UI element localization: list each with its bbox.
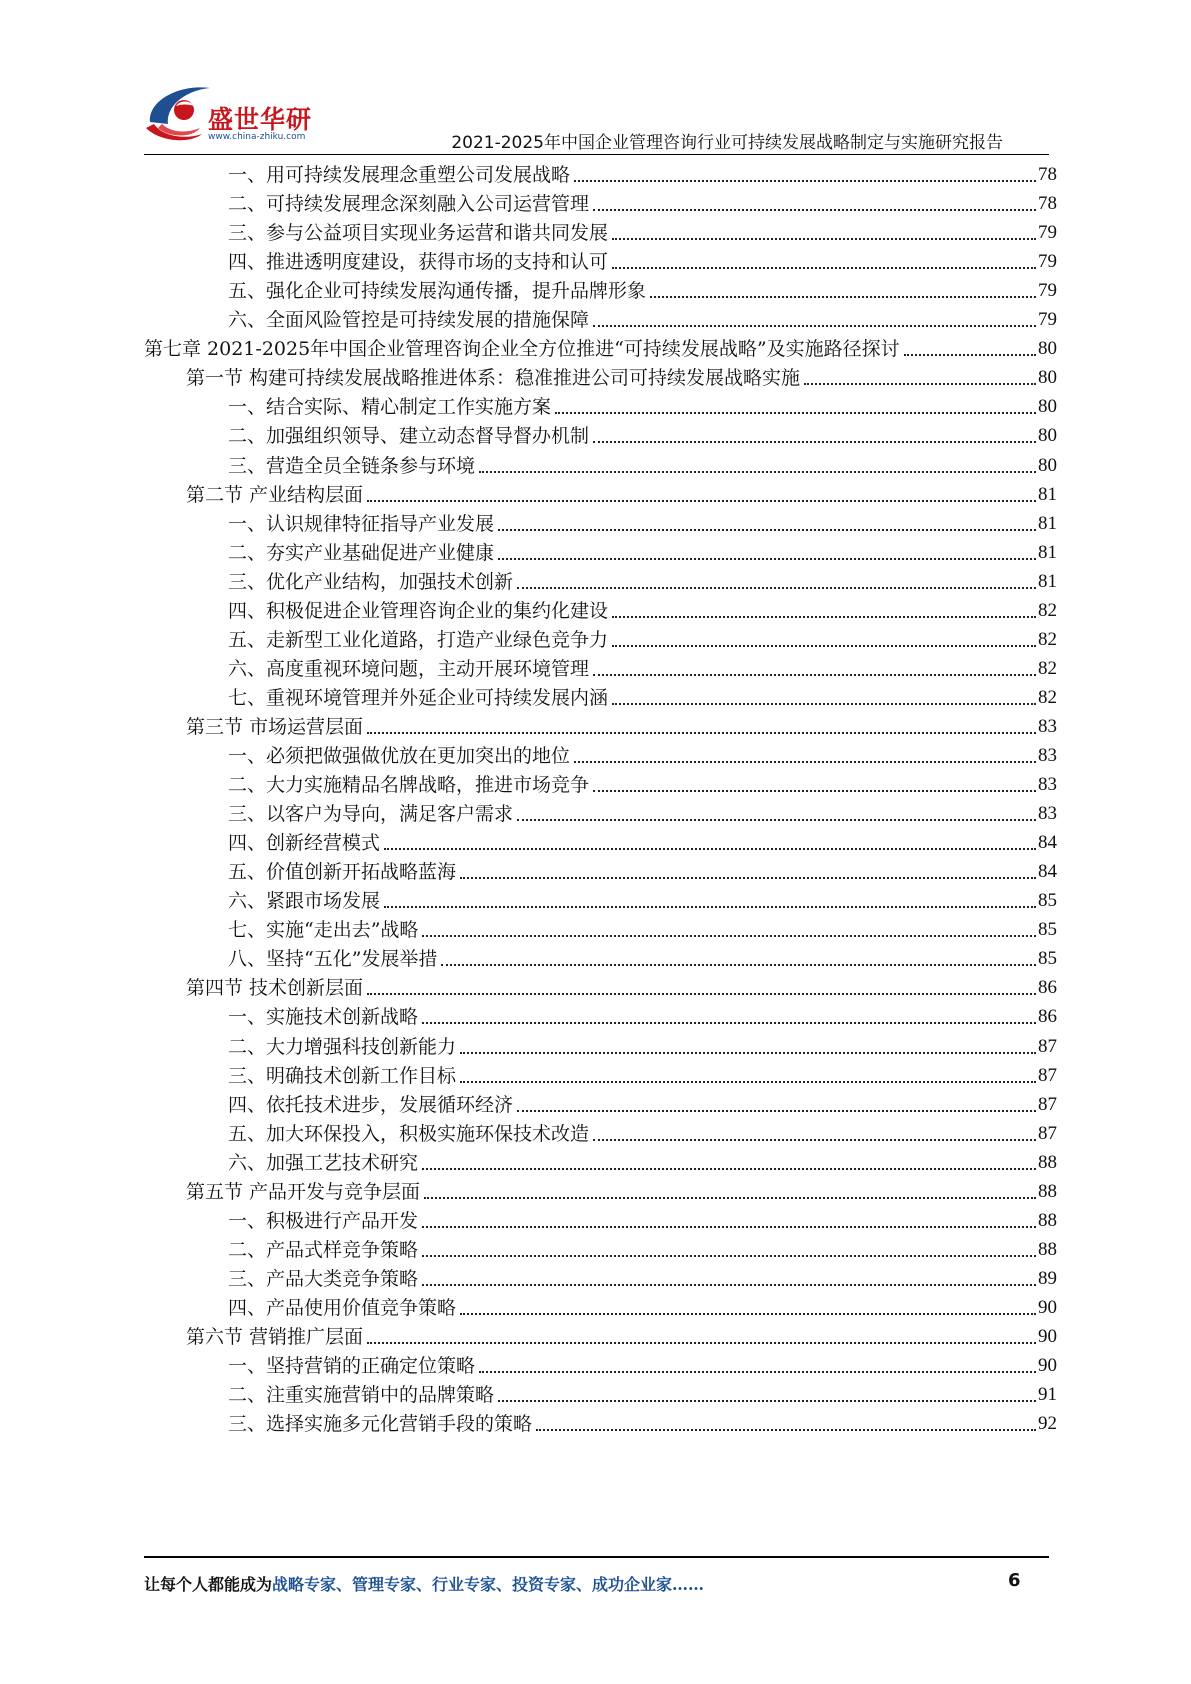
toc-dot-leader	[498, 1400, 1036, 1402]
toc-section-entry[interactable]	[186, 973, 1057, 1003]
toc-entry-page: 81	[1038, 483, 1057, 505]
toc-subsection-entry[interactable]	[228, 421, 1057, 451]
toc-entry-label: 三、产品大类竞争策略	[228, 1267, 419, 1290]
toc-entry-label: 六、加强工艺技术研究	[228, 1151, 419, 1174]
toc-entry-label: 五、强化企业可持续发展沟通传播，提升品牌形象	[228, 280, 647, 303]
toc-entry-page: 80	[1038, 367, 1057, 389]
toc-entry-label: 一、坚持营销的正确定位策略	[228, 1355, 476, 1378]
slogan-prefix: 让每个人都能成为	[144, 1575, 273, 1594]
toc-entry-label: 二、加强组织领导、建立动态督导督办机制	[228, 425, 590, 448]
toc-entry-page: 91	[1038, 1384, 1057, 1406]
toc-entry-label: 三、明确技术创新工作目标	[228, 1064, 457, 1087]
toc-dot-leader	[424, 1197, 1036, 1199]
toc-entry-page: 80	[1038, 454, 1057, 476]
toc-entry-label: 三、以客户为导向，满足客户需求	[228, 803, 514, 826]
toc-dot-leader	[612, 267, 1036, 269]
toc-dot-leader	[367, 500, 1036, 502]
toc-entry-label: 第二节 产业结构层面	[186, 483, 364, 506]
toc-entry-label: 一、结合实际、精心制定工作实施方案	[228, 396, 552, 419]
toc-subsection-entry[interactable]	[228, 944, 1057, 974]
toc-entry-label: 五、走新型工业化道路，打造产业绿色竞争力	[228, 628, 609, 651]
toc-entry-page: 84	[1038, 861, 1057, 883]
toc-entry-label: 三、优化产业结构，加强技术创新	[228, 570, 514, 593]
toc-entry-page: 90	[1038, 1326, 1057, 1347]
toc-subsection-entry[interactable]	[228, 247, 1057, 277]
footer-slogan	[144, 1572, 704, 1595]
toc-subsection-entry[interactable]	[228, 189, 1057, 219]
toc-subsection-entry[interactable]	[228, 886, 1057, 916]
toc-subsection-entry[interactable]	[228, 596, 1057, 626]
toc-entry-page: 82	[1038, 686, 1057, 708]
toc-dot-leader	[804, 383, 1036, 385]
toc-entry-label: 第七章 2021-2025年中国企业管理咨询企业全方位推进“可持续发展战略”及实施路径探讨	[144, 338, 900, 361]
toc-dot-leader	[367, 732, 1036, 734]
toc-subsection-entry[interactable]	[228, 857, 1057, 887]
toc-entry-page: 79	[1038, 222, 1057, 244]
toc-entry-label: 二、大力实施精品名牌战略，推进市场竞争	[228, 774, 590, 797]
toc-entry-page: 90	[1038, 1296, 1057, 1318]
toc-entry-page: 79	[1038, 280, 1057, 302]
toc-entry-page: 83	[1038, 715, 1057, 737]
toc-dot-leader	[612, 616, 1036, 618]
toc-entry-page: 85	[1038, 948, 1057, 970]
toc-subsection-entry[interactable]	[228, 538, 1057, 568]
toc-dot-leader	[422, 1168, 1036, 1170]
toc-entry-label: 第四节 技术创新层面	[186, 977, 364, 1000]
toc-entry-page: 81	[1038, 512, 1057, 534]
toc-entry-label: 二、注重实施营销中的品牌策略	[228, 1384, 495, 1407]
toc-subsection-entry[interactable]	[228, 1061, 1057, 1091]
toc-entry-label: 二、可持续发展理念深刻融入公司运营管理	[228, 193, 590, 216]
toc-entry-page: 78	[1038, 164, 1057, 185]
toc-dot-leader	[460, 1081, 1036, 1083]
toc-entry-page: 79	[1038, 309, 1057, 331]
toc-entry-label: 一、用可持续发展理念重塑公司发展战略	[228, 164, 571, 186]
toc-entry-page: 90	[1038, 1355, 1057, 1377]
toc-subsection-entry[interactable]	[228, 799, 1057, 829]
toc-entry-page: 86	[1038, 977, 1057, 999]
toc-subsection-entry[interactable]	[228, 1148, 1057, 1178]
toc-entry-label: 八、坚持“五化”发展举措	[228, 948, 438, 971]
toc-dot-leader	[517, 819, 1036, 821]
toc-entry-label: 二、大力增强科技创新能力	[228, 1035, 457, 1058]
toc-entry-label: 一、必须把做强做优放在更加突出的地位	[228, 745, 571, 767]
toc-entry-page: 85	[1038, 890, 1057, 912]
toc-dot-leader	[593, 790, 1036, 792]
toc-subsection-entry[interactable]	[228, 1293, 1057, 1323]
toc-section-entry[interactable]	[186, 480, 1057, 510]
toc-dot-leader	[536, 1429, 1036, 1431]
toc-dot-leader	[904, 354, 1036, 356]
toc-entry-label: 第六节 营销推广层面	[186, 1326, 364, 1348]
toc-subsection-entry[interactable]	[228, 567, 1057, 597]
toc-dot-leader	[498, 529, 1036, 531]
toc-entry-label: 七、重视环境管理并外延企业可持续发展内涵	[228, 686, 609, 709]
toc-subsection-entry[interactable]	[228, 305, 1057, 335]
toc-entry-page: 82	[1038, 599, 1057, 621]
toc-entry-page: 88	[1038, 1180, 1057, 1202]
toc-entry-label: 五、加大环保投入，积极实施环保技术改造	[228, 1122, 590, 1145]
toc-entry-page: 80	[1038, 338, 1057, 360]
toc-subsection-entry[interactable]	[228, 1002, 1057, 1032]
toc-entry-label: 四、依托技术进步，发展循环经济	[228, 1093, 514, 1116]
page-number: 6	[1008, 1570, 1021, 1591]
toc-dot-leader	[593, 325, 1036, 327]
toc-section-entry[interactable]	[186, 1177, 1057, 1207]
toc-dot-leader	[384, 906, 1036, 908]
toc-entry-page: 88	[1038, 1151, 1057, 1173]
toc-entry-label: 二、夯实产业基础促进产业健康	[228, 541, 495, 564]
toc-entry-label: 三、营造全员全链条参与环境	[228, 454, 476, 477]
toc-entry-label: 三、选择实施多元化营销手段的策略	[228, 1413, 533, 1436]
toc-subsection-entry[interactable]	[228, 915, 1057, 945]
toc-dot-leader	[612, 703, 1036, 705]
toc-entry-label: 四、产品使用价值竞争策略	[228, 1296, 457, 1319]
toc-subsection-entry[interactable]	[228, 509, 1057, 539]
toc-subsection-entry[interactable]	[228, 1090, 1057, 1120]
toc-dot-leader	[460, 1052, 1036, 1054]
toc-subsection-entry[interactable]	[228, 1380, 1057, 1410]
toc-entry-label: 三、参与公益项目实现业务运营和谐共同发展	[228, 222, 609, 245]
toc-entry-page: 83	[1038, 774, 1057, 796]
toc-entry-page: 84	[1038, 832, 1057, 854]
toc-dot-leader	[479, 471, 1036, 473]
toc-dot-leader	[574, 180, 1036, 182]
toc-chapter-entry[interactable]	[144, 334, 1057, 364]
toc-dot-leader	[422, 1226, 1036, 1228]
toc-dot-leader	[517, 1110, 1036, 1112]
toc-dot-leader	[441, 964, 1036, 966]
toc-entry-label: 第一节 构建可持续发展战略推进体系：稳准推进公司可持续发展战略实施	[186, 367, 801, 390]
toc-subsection-entry[interactable]	[228, 741, 1057, 771]
toc-entry-page: 89	[1038, 1267, 1057, 1289]
toc-entry-label: 六、高度重视环境问题，主动开展环境管理	[228, 657, 590, 680]
toc-dot-leader	[460, 877, 1036, 879]
toc-subsection-entry[interactable]	[228, 1351, 1057, 1381]
report-title: 2021-2025年中国企业管理咨询行业可持续发展战略制定与实施研究报告	[451, 133, 1003, 153]
header-rule	[144, 154, 1049, 155]
toc-entry-page: 87	[1038, 1122, 1057, 1144]
toc-dot-leader	[574, 761, 1036, 763]
toc-subsection-entry[interactable]	[228, 1119, 1057, 1149]
toc-subsection-entry[interactable]	[228, 451, 1057, 481]
toc-entry-label: 六、全面风险管控是可持续发展的措施保障	[228, 309, 590, 332]
toc-dot-leader	[593, 441, 1036, 443]
toc-subsection-entry[interactable]	[228, 1235, 1057, 1265]
toc-dot-leader	[555, 412, 1036, 414]
toc-entry-page: 92	[1038, 1413, 1057, 1435]
toc-dot-leader	[422, 1255, 1036, 1257]
toc-entry-page: 82	[1038, 628, 1057, 650]
toc-entry-page: 87	[1038, 1035, 1057, 1057]
toc-subsection-entry[interactable]	[228, 1409, 1057, 1439]
toc-entry-label: 五、价值创新开拓战略蓝海	[228, 861, 457, 884]
toc-entry-page: 79	[1038, 251, 1057, 273]
toc-entry-page: 88	[1038, 1209, 1057, 1231]
toc-dot-leader	[498, 558, 1036, 560]
toc-entry-label: 一、认识规律特征指导产业发展	[228, 512, 495, 535]
toc-entry-page: 81	[1038, 541, 1057, 563]
toc-entry-page: 85	[1038, 919, 1057, 941]
toc-dot-leader	[593, 1139, 1036, 1141]
toc-entry-label: 第五节 产品开发与竞争层面	[186, 1180, 421, 1203]
toc-subsection-entry[interactable]	[228, 1206, 1057, 1236]
toc-entry-label: 一、实施技术创新战略	[228, 1006, 419, 1029]
toc-entry-label: 四、创新经营模式	[228, 832, 381, 855]
footer-rule	[144, 1556, 1049, 1558]
toc-entry-label: 六、紧跟市场发展	[228, 890, 381, 913]
toc-dot-leader	[593, 674, 1036, 676]
toc-subsection-entry[interactable]	[228, 654, 1057, 684]
toc-dot-leader	[367, 993, 1036, 995]
toc-dot-leader	[612, 238, 1036, 240]
toc-entry-page: 81	[1038, 570, 1057, 592]
toc-dot-leader	[422, 1284, 1036, 1286]
toc-entry-label: 四、积极促进企业管理咨询企业的集约化建设	[228, 599, 609, 622]
page-header	[0, 0, 1191, 153]
toc-subsection-entry[interactable]	[228, 160, 1057, 190]
toc-subsection-entry[interactable]	[228, 770, 1057, 800]
toc-entry-label: 四、推进透明度建设，获得市场的支持和认可	[228, 251, 609, 274]
toc-dot-leader	[612, 645, 1036, 647]
toc-entry-page: 86	[1038, 1006, 1057, 1028]
toc-dot-leader	[593, 209, 1036, 211]
toc-entry-label: 七、实施“走出去”战略	[228, 919, 419, 942]
toc-section-entry[interactable]	[186, 712, 1057, 742]
toc-entry-label: 二、产品式样竞争策略	[228, 1238, 419, 1261]
toc-entry-label: 第三节 市场运营层面	[186, 715, 364, 738]
toc-entry-page: 78	[1038, 193, 1057, 215]
toc-entry-page: 80	[1038, 425, 1057, 447]
toc-entry-page: 83	[1038, 803, 1057, 825]
toc-section-entry[interactable]	[186, 1322, 1057, 1352]
toc-entry-page: 80	[1038, 396, 1057, 418]
toc-dot-leader	[650, 296, 1036, 298]
toc-section-entry[interactable]	[186, 363, 1057, 393]
toc-dot-leader	[517, 587, 1036, 589]
toc-dot-leader	[367, 1342, 1036, 1344]
toc-subsection-entry[interactable]	[228, 218, 1057, 248]
logo-url: www.china-zhiku.com	[208, 132, 306, 142]
toc-entry-page: 87	[1038, 1093, 1057, 1115]
toc-dot-leader	[384, 848, 1036, 850]
toc-subsection-entry[interactable]	[228, 276, 1057, 306]
toc-subsection-entry[interactable]	[228, 1032, 1057, 1062]
toc-dot-leader	[422, 1022, 1036, 1024]
toc-subsection-entry[interactable]	[228, 392, 1057, 422]
toc-entry-label: 一、积极进行产品开发	[228, 1209, 419, 1232]
toc-entry-page: 87	[1038, 1064, 1057, 1086]
toc-subsection-entry[interactable]	[228, 1264, 1057, 1294]
toc-entry-page: 82	[1038, 657, 1057, 679]
toc-subsection-entry[interactable]	[228, 828, 1057, 858]
toc-entry-page: 83	[1038, 745, 1057, 766]
toc-dot-leader	[479, 1371, 1036, 1373]
toc-subsection-entry[interactable]	[228, 683, 1057, 713]
toc-dot-leader	[422, 935, 1036, 937]
toc-dot-leader	[460, 1313, 1036, 1315]
slogan-accent: 战略专家、管理专家、行业专家、投资专家、成功企业家……	[272, 1575, 705, 1594]
logo-text: 盛世华研	[208, 105, 313, 134]
toc-entry-page: 88	[1038, 1238, 1057, 1260]
toc-subsection-entry[interactable]	[228, 625, 1057, 655]
